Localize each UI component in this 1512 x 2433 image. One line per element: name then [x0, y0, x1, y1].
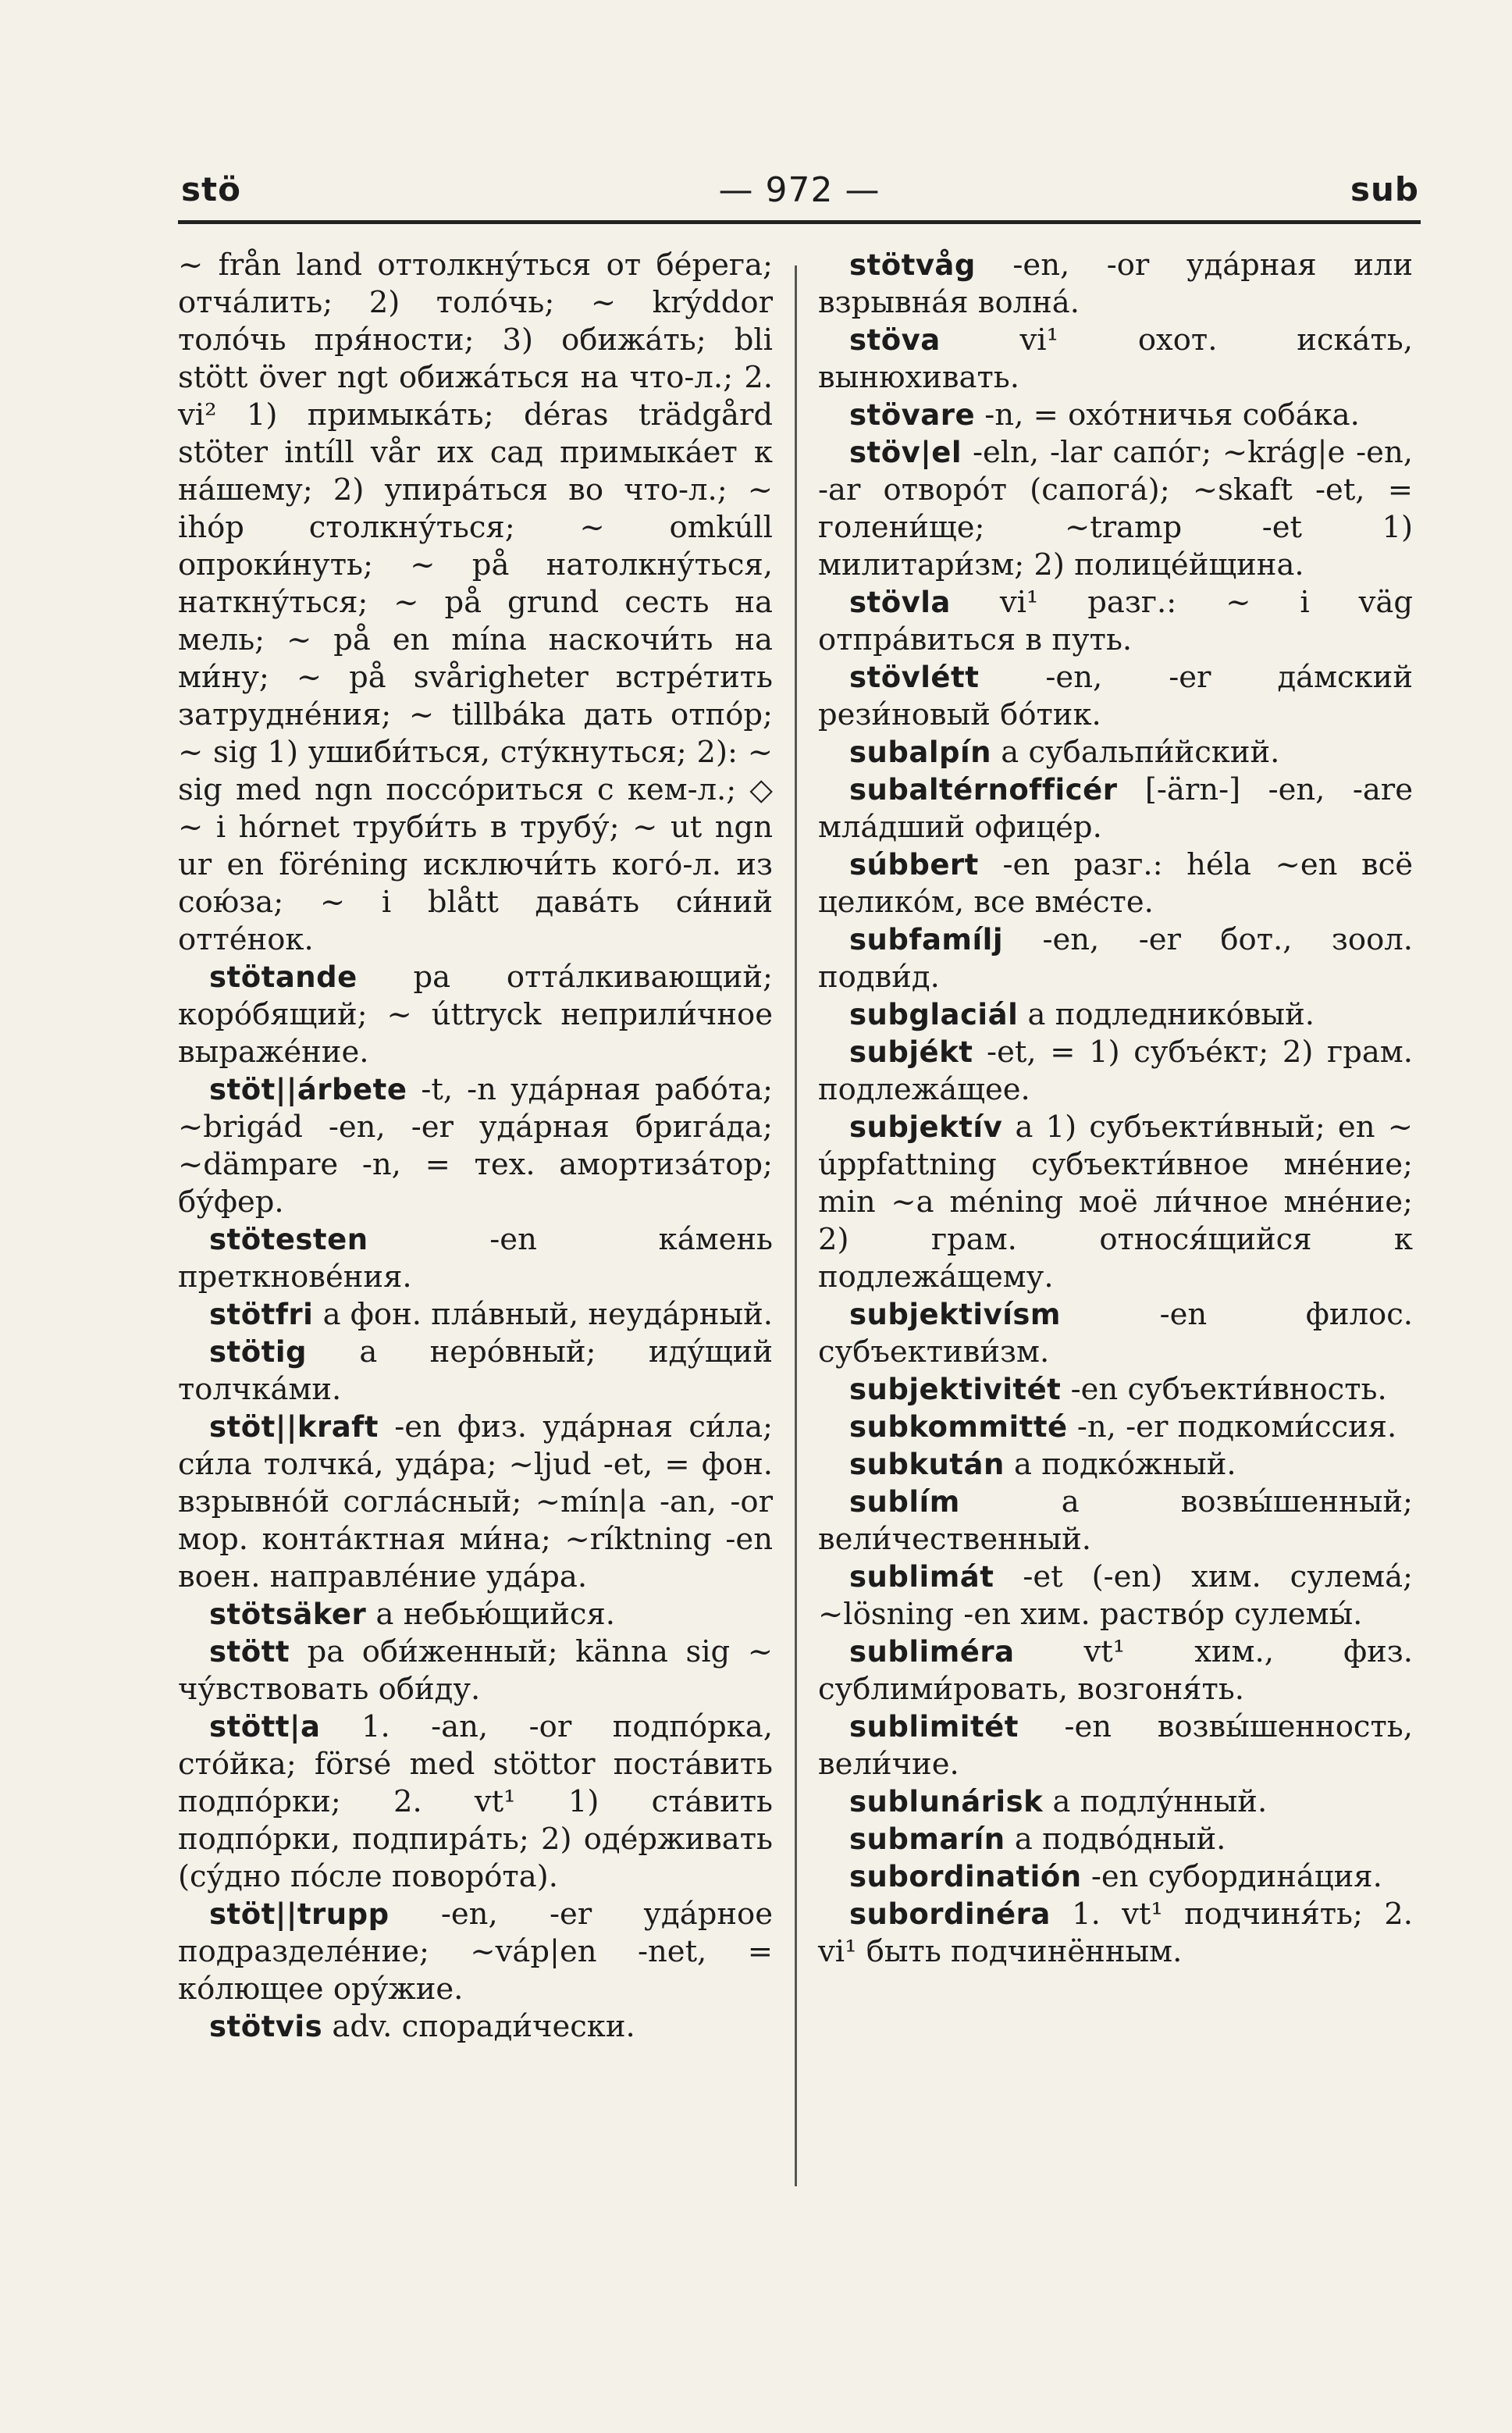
- dictionary-entry: [818, 734, 1413, 771]
- dictionary-entry: [178, 1071, 773, 1221]
- entry-definition: a возвы́шенный; вели́чественный.: [818, 1484, 1413, 1557]
- dictionary-entry: [178, 1334, 773, 1409]
- entry-headword: stövlétt: [849, 661, 980, 694]
- entry-definition: 1. vt¹ подчиня́ть; 2. vi¹ быть подчинённым.: [818, 1897, 1413, 1969]
- dictionary-entry: [818, 996, 1413, 1034]
- dictionary-entry: [818, 584, 1413, 659]
- entry-definition: a подледнико́вый.: [1018, 997, 1315, 1032]
- entry-headword: subordinéra: [849, 1897, 1051, 1931]
- entry-definition: a небью́щийся.: [366, 1597, 615, 1632]
- dictionary-entry: [178, 247, 773, 959]
- dictionary-entry: [178, 1596, 773, 1633]
- entry-definition: -en возвы́шенность, вели́чие.: [818, 1709, 1413, 1782]
- dictionary-entry: [818, 846, 1413, 921]
- dictionary-entry: [818, 1858, 1413, 1896]
- column-divider: [795, 265, 797, 2186]
- header-right-guideword: sub: [1350, 170, 1419, 208]
- entry-headword: stöt||árbete: [209, 1073, 407, 1106]
- entry-definition: a субальпи́йский.: [991, 735, 1280, 770]
- dictionary-entry: [818, 1034, 1413, 1109]
- entry-definition: -en разг.: héla ~en всё целико́м, все вме́сте.: [818, 847, 1413, 920]
- dictionary-entry: [178, 2008, 773, 2046]
- entry-headword: stötig: [209, 1335, 307, 1369]
- entry-definition: -en филос. субъективи́зм.: [818, 1297, 1413, 1370]
- entry-headword: súbbert: [849, 848, 979, 882]
- entry-headword: stövla: [849, 586, 951, 619]
- entry-headword: subglaciál: [849, 998, 1019, 1031]
- dictionary-entry: [178, 1221, 773, 1296]
- entry-definition: -eln, -lar сапо́г; ~krág|e -en, -ar отворо́т (сапога́); ~skaft -et, = голени́ще; ~tramp -et 1) милитари́зм; 2) полице́йщина.: [818, 435, 1413, 582]
- entry-headword: stövare: [849, 398, 976, 432]
- entry-definition: -et, = 1) субъе́кт; 2) грам. подлежа́щее.: [818, 1035, 1413, 1107]
- dictionary-entry: [818, 1896, 1413, 1971]
- dictionary-entry: [818, 1296, 1413, 1371]
- entry-definition: a подлу́нный.: [1043, 1784, 1268, 1819]
- entry-definition: vt¹ хим., физ. сублими́ровать, возгоня́ть.: [818, 1634, 1413, 1707]
- entry-definition: [-ärn-] -en, -are мла́дший офице́р.: [818, 772, 1413, 845]
- page-header: [178, 164, 1421, 219]
- dictionary-entry: [818, 659, 1413, 734]
- entry-definition: -en, -er да́мский рези́новый бо́тик.: [818, 660, 1413, 732]
- entry-headword: subjektivitét: [849, 1373, 1062, 1406]
- entry-definition: -en субъекти́вность.: [1061, 1372, 1387, 1407]
- header-left-guideword: stö: [181, 170, 241, 208]
- dictionary-entry: [818, 1558, 1413, 1633]
- dictionary-entry: [818, 1708, 1413, 1783]
- dictionary-entry: [818, 1446, 1413, 1484]
- entry-definition: 1. -an, -or подпо́рка, сто́йка; försé med stöttor поста́вить подпо́рки; 2. vt¹ 1) ста́вить подпо́рки, подпира́ть; 2) оде́рживать (су́дно по́сле поворо́та).: [178, 1709, 773, 1894]
- entry-definition: -t, -n уда́рная рабо́та; ~brigád -en, -er уда́рная брига́да; ~dämpare -n, = тех. амортиза́тор; бу́фер.: [178, 1072, 773, 1220]
- entry-definition: -en, -er уда́рное подразделе́ние; ~váp|en -net, = ко́лющее ору́жие.: [178, 1897, 773, 2007]
- entry-headword: subkután: [849, 1448, 1005, 1481]
- entry-definition: adv. споради́чески.: [322, 2009, 635, 2044]
- entry-definition: -en, -er бот., зоол. подви́д.: [818, 922, 1413, 995]
- dictionary-entry: [178, 959, 773, 1071]
- entry-headword: stöv|el: [849, 436, 962, 469]
- dictionary-entry: [178, 1896, 773, 2008]
- dictionary-entry: [818, 322, 1413, 397]
- entry-headword: subjékt: [849, 1035, 973, 1069]
- dictionary-entry: [818, 247, 1413, 322]
- entry-headword: sublimát: [849, 1560, 994, 1594]
- entry-headword: stöt||kraft: [209, 1410, 379, 1444]
- entry-definition: a фон. пла́вный, неуда́рный.: [313, 1297, 774, 1332]
- entry-headword: stött|a: [209, 1710, 321, 1744]
- entry-headword: submarín: [849, 1822, 1005, 1856]
- dictionary-entry: [818, 1409, 1413, 1446]
- entry-definition: a 1) субъекти́вный; en ~ úppfattning субъекти́вное мне́ние; min ~a méning моё ли́чное мне́ние; 2) грам. относя́щийся к подлежа́щему.: [818, 1110, 1413, 1295]
- entry-headword: stötesten: [209, 1223, 368, 1256]
- dictionary-entry: [178, 1409, 773, 1596]
- dictionary-entry: [818, 1484, 1413, 1558]
- entry-headword: subaltérnofficér: [849, 773, 1118, 807]
- dictionary-entry: [818, 1783, 1413, 1821]
- entry-definition: vi¹ разг.: ~ i väg отпра́виться в путь.: [818, 585, 1413, 657]
- entry-headword: subalpín: [849, 736, 992, 769]
- dictionary-entry: [818, 1821, 1413, 1858]
- entry-headword: stötfri: [209, 1298, 314, 1331]
- entry-headword: subordinatión: [849, 1860, 1082, 1893]
- entry-headword: stötsäker: [209, 1598, 367, 1631]
- entry-headword: sublím: [849, 1485, 960, 1519]
- entry-headword: stött: [209, 1635, 290, 1669]
- dictionary-entry: [178, 1708, 773, 1896]
- entry-definition: -et (-en) хим. сулема́; ~lösning -en хим. раство́р сулемы́.: [818, 1559, 1413, 1632]
- dictionary-entry: [818, 434, 1413, 584]
- entry-headword: subjektivísm: [849, 1298, 1061, 1331]
- entry-headword: stötvis: [209, 2010, 323, 2043]
- entry-definition: a подко́жный.: [1004, 1447, 1236, 1482]
- entry-definition: -en ка́мень преткнове́ния.: [178, 1222, 773, 1295]
- entry-definition: -en субордина́ция.: [1081, 1859, 1382, 1894]
- entry-definition: -en физ. уда́рная си́ла; си́ла толчка́, уда́ра; ~ljud -et, = фон. взрывно́й согла́сный; ~mín|a -an, -or мор. конта́ктная ми́на; ~ríktning -en воен. направле́ние уда́ра.: [178, 1409, 773, 1594]
- entry-definition: -n, = охо́тничья соба́ка.: [975, 397, 1360, 433]
- header-rule: [178, 220, 1421, 224]
- entry-headword: stöt||trupp: [209, 1897, 390, 1931]
- entry-headword: subkommitté: [849, 1410, 1068, 1444]
- dictionary-entry: [818, 921, 1413, 996]
- entry-headword: subjektív: [849, 1110, 1003, 1144]
- entry-definition: ~ från land оттолкну́ться от бе́рега; отча́лить; 2) толо́чь; ~ krýddor толо́чь пря́ности; 3) обижа́ть; bli stött över ngt обижа́ться на что-л.; 2. vi² 1) примыка́ть; déras trädgård stöter intíll vår их сад примыка́ет к на́шему; 2) упира́ться во что-л.; ~ ihóp столкну́ться; ~ omkúll опроки́нуть; ~ på натолкну́ться, наткну́ться; ~ på grund сесть на мель; ~ på en mína наскочи́ть на ми́ну; ~ på svårigheter встре́тить затрудне́ния; ~ tillbáka дать отпо́р; ~ sig 1) ушиби́ться, сту́кнуться; 2): ~ sig med ngn поссо́риться с кем-л.; ◇ ~ i hórnet труби́ть в трубу́; ~ ut ngn ur en föréning исключи́ть кого́-л. из сою́за; ~ i blått дава́ть си́ний отте́нок.: [178, 248, 773, 957]
- entry-definition: a неро́вный; иду́щий толчка́ми.: [178, 1334, 773, 1407]
- entry-headword: subliméra: [849, 1635, 1015, 1669]
- entry-definition: pa отта́лкивающий; коро́бящий; ~ úttryck неприли́чное выраже́ние.: [178, 960, 773, 1070]
- entry-definition: -n, -er подкоми́ссия.: [1067, 1409, 1397, 1444]
- dictionary-entry: [818, 1633, 1413, 1708]
- page-number: — 972 —: [718, 170, 881, 210]
- dictionary-entry: [818, 1109, 1413, 1296]
- entry-headword: stöva: [849, 323, 941, 357]
- entry-definition: pa оби́женный; känna sig ~ чу́вствовать оби́ду.: [178, 1634, 773, 1707]
- left-column: [178, 247, 773, 2046]
- entry-headword: sublunárisk: [849, 1785, 1044, 1819]
- entry-headword: stötvåg: [849, 248, 976, 282]
- right-column: [818, 247, 1413, 1971]
- dictionary-entry: [818, 771, 1413, 846]
- dictionary-entry: [818, 397, 1413, 434]
- entry-headword: subfamílj: [849, 923, 1004, 956]
- dictionary-entry: [818, 1371, 1413, 1409]
- entry-definition: vi¹ охот. иска́ть, вынюхивать.: [818, 322, 1413, 395]
- dictionary-entry: [178, 1633, 773, 1708]
- entry-definition: -en, -or уда́рная или взрывна́я волна́.: [818, 248, 1413, 320]
- entry-definition: a подво́дный.: [1005, 1822, 1226, 1857]
- entry-headword: sublimitét: [849, 1710, 1019, 1744]
- dictionary-entry: [178, 1296, 773, 1334]
- entry-headword: stötande: [209, 960, 358, 994]
